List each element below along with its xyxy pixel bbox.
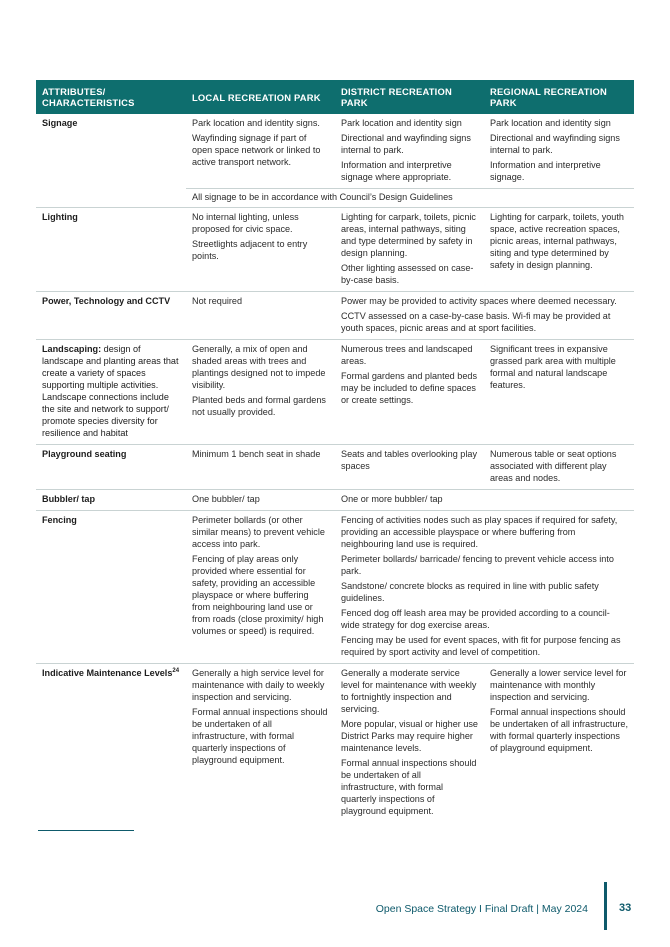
- row-label-bubbler: Bubbler/ tap: [36, 490, 186, 511]
- table-row-power: [36, 292, 634, 340]
- cell-fencing-district-regional: Fencing of activities nodes such as play spaces if required for safety, providing an accessible playspace or where buffering from neighbouring land use is required. Perimeter bollards/ barricade/ fencing to prevent vehicle access into park. Sandstone/ concrete blocks as required in line with public safety guidelines. Fenced dog off leash area may be provided according to a council-wide strategy for dog exercise areas. Fencing may be used for event spaces, with fit for purpose fencing as required by sport activity and level of competition.: [335, 511, 634, 664]
- cell-landscaping-local: Generally, a mix of open and shaded areas with trees and plantings designed not to impede visibility. Planted beds and formal gardens not usually provided.: [186, 340, 335, 445]
- cell-signage-all: All signage to be in accordance with Council’s Design Guidelines: [186, 189, 634, 208]
- row-label-fencing: Fencing: [36, 511, 186, 664]
- cell-bubbler-local: One bubbler/ tap: [186, 490, 335, 511]
- cell-maintenance-district: Generally a moderate service level for maintenance with weekly to fortnightly inspection and servicing. More popular, visual or higher use District Parks may require higher maintenance levels. Formal annual inspections should be undertaken of all infrastructure, with formal quarterly inspections of playground equipment.: [341, 668, 478, 816]
- cell-fencing-local: Perimeter bollards (or other similar means) to prevent vehicle access into park. Fencing of play areas only provided where essential for safety, providing an accessible playspace or where buffering from neighbouring land use or from roads (close proximity/ high volumes or speed) is required.: [186, 511, 335, 664]
- header-attributes: ATTRIBUTES/ CHARACTERISTICS: [36, 80, 186, 114]
- park-characteristics-table: [36, 80, 634, 822]
- cell-signage-all-empty: [36, 189, 186, 208]
- footer-title: Open Space Strategy I Final Draft | May 2024: [375, 903, 588, 915]
- table-row-playground-seating: [36, 445, 634, 490]
- cell-power-local: Not required: [186, 292, 335, 340]
- row-label-signage: Signage: [42, 118, 78, 128]
- row-label-lighting: Lighting: [36, 208, 186, 292]
- cell-playground-local: Minimum 1 bench seat in shade: [186, 445, 335, 490]
- row-label-landscaping: Landscaping: design of landscape and planting areas that create a variety of spaces supporting multiple activities. Landscape connections include the site and network to support/ promote species diversity for resilience and habitat: [36, 340, 186, 445]
- row-label-power: Power, Technology and CCTV: [36, 292, 186, 340]
- table-row-signage: [36, 114, 634, 189]
- table-row-maintenance: [36, 664, 634, 823]
- table-row-fencing: [36, 511, 634, 664]
- cell-signage-regional: Park location and identity sign Directional and wayfinding signs internal to park. Information and interpretive signage.: [490, 118, 620, 182]
- cell-signage-district: Park location and identity sign Directional and wayfinding signs internal to park. Information and interpretive signage where appropriate.: [341, 118, 471, 182]
- footer-divider-bar: [604, 882, 607, 930]
- cell-signage-local: Park location and identity signs. Wayfinding signage if part of open space network or linked to active transport network.: [192, 118, 321, 167]
- page-number: 33: [619, 902, 632, 914]
- header-row: [36, 80, 634, 114]
- table-row-signage-all: [36, 189, 634, 208]
- row-label-maintenance: Indicative Maintenance Levels$^{24}$: [42, 667, 180, 678]
- cell-maintenance-regional: Generally a lower service level for maintenance with monthly inspection and servicing. Formal annual inspections should be undertaken of all infrastructure, with formal quarterly inspections of playground equipment.: [490, 668, 629, 753]
- cell-bubbler-district-regional: One or more bubbler/ tap: [335, 490, 634, 511]
- footnote-ref: 24: [172, 667, 180, 674]
- table-header: [36, 80, 634, 114]
- cell-lighting-district: Lighting for carpark, toilets, picnic areas, internal pathways, siting and type determined by safety in design planning. Other lighting assessed on case-by-case basis.: [335, 208, 484, 292]
- cell-landscaping-district: Numerous trees and landscaped areas. Formal gardens and planted beds may be included to define spaces or create settings.: [335, 340, 484, 445]
- header-district: DISTRICT RECREATION PARK: [335, 80, 484, 114]
- header-local: LOCAL RECREATION PARK: [186, 80, 335, 114]
- cell-playground-regional: Numerous table or seat options associated with different play areas and nodes.: [484, 445, 634, 490]
- footnote-divider: [38, 830, 134, 831]
- table-row-landscaping: [36, 340, 634, 445]
- table-body: [36, 114, 634, 822]
- cell-lighting-local: No internal lighting, unless proposed for civic space. Streetlights adjacent to entry points.: [186, 208, 335, 292]
- table-row-bubbler: [36, 490, 634, 511]
- header-regional: REGIONAL RECREATION PARK: [484, 80, 634, 114]
- cell-playground-district: Seats and tables overlooking play spaces: [335, 445, 484, 490]
- cell-maintenance-local: Generally a high service level for maintenance with daily to weekly inspection and servicing. Formal annual inspections should be undertaken of all infrastructure, with formal quarterly inspections of playground equipment.: [192, 668, 328, 765]
- cell-landscaping-regional: Significant trees in expansive grassed park area with multiple formal and natural landscape features.: [484, 340, 634, 445]
- table-row-lighting: [36, 208, 634, 292]
- cell-lighting-regional: Lighting for carpark, toilets, youth space, active recreation spaces, picnic areas, internal pathways, siting and type determined by safety in design planning.: [484, 208, 634, 292]
- cell-power-district-regional: Power may be provided to activity spaces where deemed necessary. CCTV assessed on a case-by-case basis. Wi-fi may be provided at youth spaces, picnic areas and at sport facilities.: [335, 292, 634, 340]
- row-label-playground-seating: Playground seating: [36, 445, 186, 490]
